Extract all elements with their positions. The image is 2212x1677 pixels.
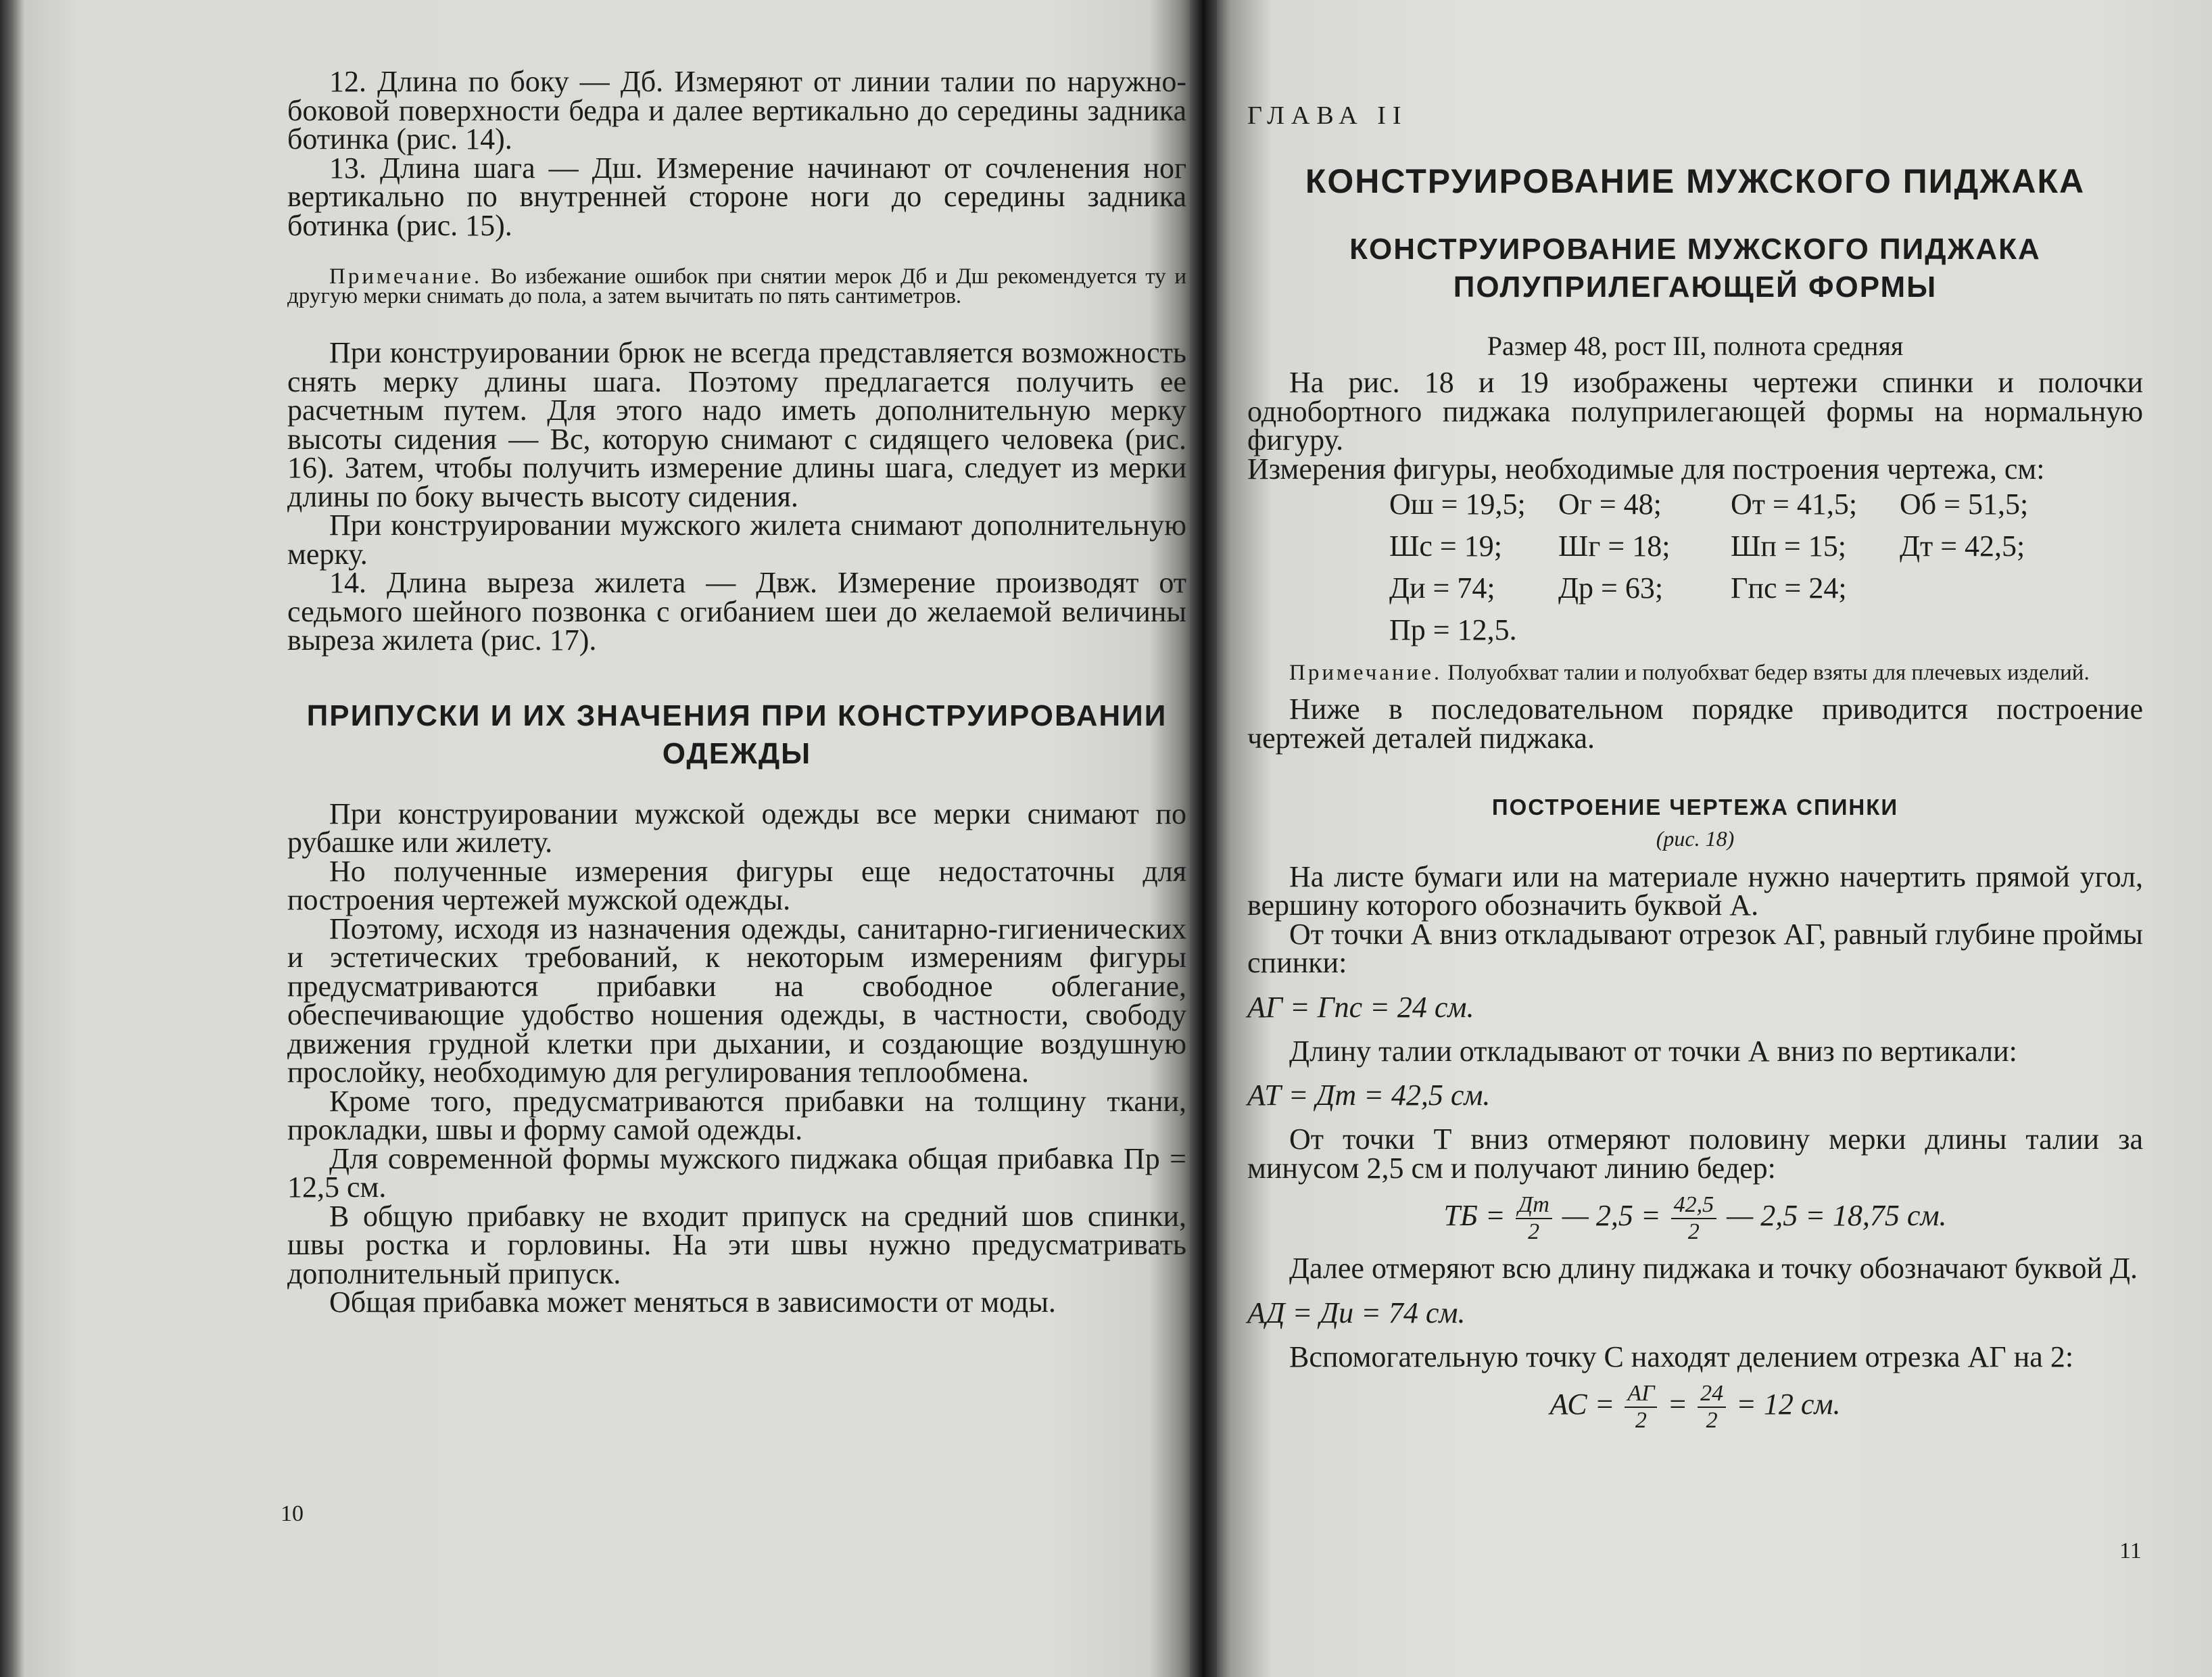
- paragraph: 14. Длина выреза жилета — Двж. Измерение производят от седьмого шейного позвонка с огибанием шеи до желаемой величины выреза жилета (рис. 17).: [287, 566, 1186, 657]
- fraction: $\frac{42,5}{2}$: [1671, 1192, 1717, 1245]
- paragraph: При конструировании мужской одежды все мерки снимают по рубашке или жилету.: [287, 797, 1186, 859]
- book-spine: [1190, 0, 1217, 1677]
- paragraph: Длину талии откладывают от точки А вниз по вертикали:: [1289, 1034, 2017, 1068]
- note-label: Примечание.: [1289, 661, 1443, 685]
- note: [1247, 663, 2143, 683]
- paragraph: Кроме того, предусматриваются прибавки на толщину ткани, прокладки, швы и форму самой одежды.: [287, 1084, 1186, 1146]
- paragraph: Измерения фигуры, необходимые для построения чертежа, см:: [1247, 452, 2045, 486]
- measurement-cell: [1731, 609, 1900, 651]
- paragraph: В общую прибавку не входит припуск на средний шов спинки, швы ростка и горловины. На эти швы нужно предусматривать дополнительный припуск.: [287, 1199, 1186, 1290]
- measurement-cell: Ог = 48;: [1558, 488, 1662, 521]
- section-title: КОНСТРУИРОВАНИЕ МУЖСКОГО ПИДЖАКА ПОЛУПРИЛЕГАЮЩЕЙ ФОРМЫ: [1349, 232, 2041, 304]
- right-page-text: [1247, 101, 2143, 1443]
- paragraph: При конструировании мужского жилета снимают дополнительную мерку.: [287, 509, 1186, 571]
- formula: АС = $\frac{АГ}{2}$ = $\frac{24}{2}$ = 12 см.: [1549, 1381, 1841, 1433]
- measurement-cell: [1558, 609, 1731, 651]
- paragraph: От точки А вниз откладывают отрезок АГ, равный глубине проймы спинки:: [1247, 917, 2143, 979]
- measurement-cell: Шп = 15;: [1731, 529, 1846, 563]
- paragraph: Для современной формы мужского пиджака общая прибавка Пр = 12,5 см.: [287, 1141, 1186, 1204]
- chapter-label: ГЛАВА II: [1247, 101, 1408, 130]
- measurement-cell: Гпс = 24;: [1731, 571, 1847, 605]
- left-page-text: [287, 65, 1187, 1319]
- paragraph: Далее отмеряют всю длину пиджака и точку обозначают буквой Д.: [1289, 1252, 2138, 1285]
- measurement-cell: [1900, 567, 2035, 609]
- formula: АД = Ди = 74 см.: [1247, 1296, 1466, 1329]
- note-text: Во избежание ошибок при снятии мерок Дб и Дш рекомендуется ту и другую мерки снимать до пола, а затем вычитать по пять сантиметров.: [287, 264, 1187, 308]
- paragraph: Вспомогательную точку С находят делением отрезка АГ на 2:: [1289, 1340, 2074, 1373]
- section-heading: ПРИПУСКИ И ИХ ЗНАЧЕНИЯ ПРИ КОНСТРУИРОВАНИИ ОДЕЖДЫ: [306, 699, 1168, 770]
- subsection-heading: ПОСТРОЕНИЕ ЧЕРТЕЖА СПИНКИ: [1491, 795, 1899, 820]
- paragraph: Поэтому, исходя из назначения одежды, санитарно-гигиенических и эстетических требований, к некоторым измерениям фигуры предусматриваются прибавки на свободное облегание, обеспечивающие удобство ношения одежды, в частности, свободу движения грудной клетки при дыхании, и создающие воздушную прослойку, необходимую для регулирования теплообмена.: [287, 912, 1186, 1089]
- measurement-cell: От = 41,5;: [1731, 488, 1858, 521]
- size-line: Размер 48, рост III, полнота средняя: [1487, 330, 1904, 361]
- figure-ref: (рис. 18): [1656, 826, 1735, 851]
- formula: ТБ = $\frac{Дт}{2}$ — 2,5 = $\frac{42,5}{2}$ — 2,5 = 18,75 см.: [1443, 1192, 1947, 1244]
- measurement-cell: [1900, 609, 2035, 651]
- measurement-cell: Др = 63;: [1558, 571, 1664, 605]
- note-label: Примечание.: [329, 264, 483, 289]
- fraction: $\frac{24}{2}$: [1698, 1381, 1726, 1434]
- paragraph: На рис. 18 и 19 изображены чертежи спинки и полочки однобортного пиджака полуприлегающей формы на нормальную фигуру.: [1247, 366, 2143, 456]
- measurement-cell: Шс = 19;: [1389, 529, 1502, 563]
- measurement-cell: Ди = 74;: [1389, 571, 1495, 605]
- chapter-title: КОНСТРУИРОВАНИЕ МУЖСКОГО ПИДЖАКА: [1305, 162, 2086, 200]
- paragraph: Ниже в последовательном порядке приводится построение чертежей деталей пиджака.: [1247, 692, 2143, 755]
- measurement-cell: Об = 51,5;: [1900, 488, 2029, 521]
- formula: АГ = Гпс = 24 см.: [1247, 990, 1474, 1024]
- measurement-cell: Ош = 19,5;: [1389, 488, 1526, 521]
- paragraph: Но полученные измерения фигуры еще недостаточны для построения чертежей мужской одежды.: [287, 854, 1186, 916]
- page-number: 11: [2119, 1538, 2142, 1563]
- paragraph: Общая прибавка может меняться в зависимости от моды.: [329, 1285, 1056, 1319]
- fraction: $\frac{Дт}{2}$: [1516, 1192, 1552, 1245]
- measurement-cell: Шг = 18;: [1558, 529, 1670, 563]
- formula: АТ = Дт = 42,5 см.: [1247, 1079, 1491, 1112]
- paragraph: 13. Длина шага — Дш. Измерение начинают от сочленения ног вертикально по внутренней стороне ноги до середины задника ботинка (рис. 15).: [287, 151, 1186, 242]
- paragraph: 12. Длина по боку — Дб. Измеряют от линии талии по наружно-боковой поверхности бедра и далее вертикально до середины задника ботинка (рис. 14).: [287, 65, 1186, 156]
- paragraph: От точки Т вниз отмеряют половину мерки длины талии за минусом 2,5 см и получают линию бедер:: [1247, 1123, 2143, 1185]
- note-text: Полуобхват талии и полуобхват бедер взяты для плечевых изделий.: [1447, 661, 2090, 685]
- note: [287, 264, 1187, 308]
- measurement-cell: Пр = 12,5.: [1389, 613, 1517, 646]
- measurements-table: [1389, 483, 2143, 651]
- paragraph: На листе бумаги или на материале нужно начертить прямой угол, вершину которого обозначить буквой А.: [1247, 859, 2143, 922]
- page-number: 10: [281, 1501, 304, 1526]
- fraction: $\frac{АГ}{2}$: [1625, 1381, 1657, 1434]
- measurement-cell: Дт = 42,5;: [1900, 529, 2025, 563]
- paragraph: При конструировании брюк не всегда представляется возможность снять мерку длины шага. Поэтому предлагается получить ее расчетным путем. Для этого надо иметь дополнительную мерку высоты сидения — Вс, которую снимают с сидящего человека (рис. 16). Затем, чтобы получить измерение длины шага, следует из мерки длины по боку вычесть высоту сидения.: [287, 336, 1186, 513]
